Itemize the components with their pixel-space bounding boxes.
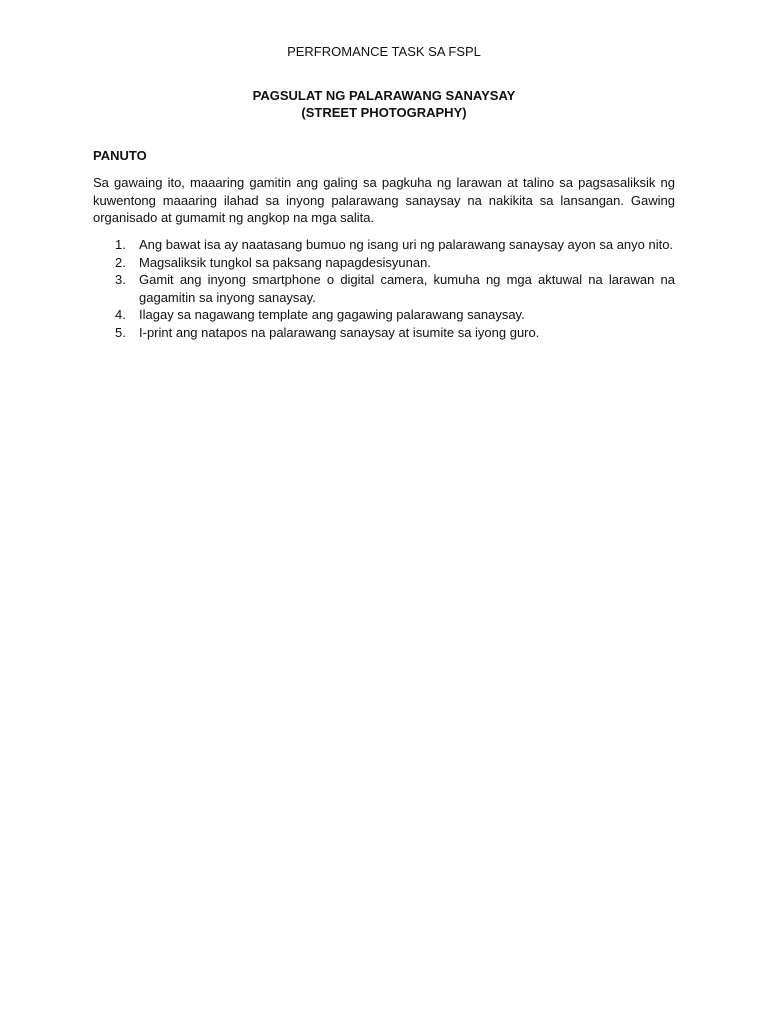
list-item — [93, 254, 675, 272]
list-item-number: 3. — [115, 272, 126, 288]
page-header-title: PERFROMANCE TASK SA FSPL — [287, 44, 481, 59]
list-item-number: 2. — [115, 254, 126, 270]
list-item — [93, 306, 675, 324]
list-item — [93, 236, 675, 254]
list-item-text: I-print ang natapos na palarawang sanaysay at isumite sa iyong guro. — [139, 324, 540, 340]
intro-paragraph: Sa gawaing ito, maaaring gamitin ang galing sa pagkuha ng larawan at talino sa pagsasaliksik ng kuwentong maaaring ilahad sa inyong palarawang sanaysay na nakikita sa lansangan. Gawing organisado at gumamit ng angkop na mga salita. — [93, 175, 675, 226]
list-item-text: Ang bawat isa ay naatasang bumuo ng isang uri ng palarawang sanaysay ayon sa anyo nito. — [139, 237, 674, 252]
list-item-number: 1. — [115, 237, 126, 252]
list-item-number: 5. — [115, 324, 126, 340]
list-item-text: Magsaliksik tungkol sa paksang napagdesisyunan. — [139, 254, 431, 270]
list-item-text: Ilagay sa nagawang template ang gagawing palarawang sanaysay. — [139, 307, 525, 323]
instruction-list — [93, 236, 675, 342]
list-item — [93, 271, 675, 306]
document-title — [0, 87, 768, 121]
document-title-line-2: (STREET PHOTOGRAPHY) — [301, 105, 467, 120]
section-heading-panuto: PANUTO — [93, 148, 147, 163]
list-item — [93, 324, 675, 342]
list-item-text: Gamit ang inyong smartphone o digital camera, kumuha ng mga aktuwal na larawan na gagamitin sa inyong sanaysay. — [139, 272, 675, 305]
list-item-number: 4. — [115, 307, 126, 323]
document-title-line-1: PAGSULAT NG PALARAWANG SANAYSAY — [252, 88, 516, 103]
